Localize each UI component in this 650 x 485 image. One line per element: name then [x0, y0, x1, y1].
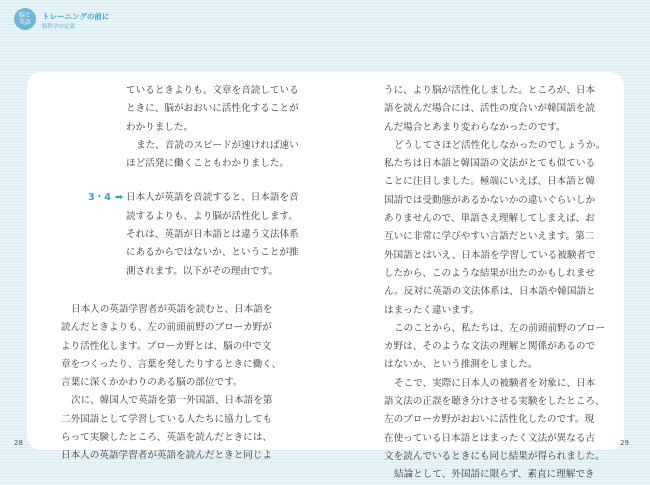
- text-line: 文を読んでいるときにも同じ結果が得られました。: [384, 450, 605, 462]
- text-line: 語文法の正誤を聴き分けさせる実験をしたところ、: [384, 396, 605, 408]
- badge-line-2: 英語: [18, 19, 31, 26]
- text-line: ありませんので、単語さえ理解してしまえば、お: [384, 213, 595, 225]
- text-line: 次に、韓国人で英語を第一外国語、日本語を第: [71, 395, 273, 407]
- right-page-text: [384, 82, 614, 485]
- text-line: らって実験したところ、英語を読んだときには、: [61, 432, 273, 444]
- text-line: 日本人の英語学習者が英語を読んだときと同じよ: [61, 450, 273, 462]
- text-line: ほど活発に働くこともわかりました。: [126, 158, 290, 170]
- text-line: 章をつくったり、言葉を発したりするときに働く、: [61, 358, 282, 370]
- text-line: 在使っている日本語とはまったく文法が異なる古: [384, 432, 596, 444]
- text-line: 結論として、外国語に限らず、素直に理解でき: [394, 469, 595, 481]
- text-line: 互いに非常に学びやすい言語だといえます。第二: [384, 231, 595, 243]
- page-number-right: 29: [620, 439, 629, 447]
- text-line: それは、英語が日本語とは違う文法体系: [126, 229, 299, 241]
- text-line: ことに注目しました。極端にいえば、日本語と韓: [384, 176, 596, 188]
- text-line: 語を読んだ場合には、活性の度合いが韓国語を読: [384, 103, 596, 115]
- arrow-icon: ➡: [115, 192, 124, 204]
- text-line: 左のブローカ野がおおいに活性化したのです。現: [384, 414, 595, 426]
- text-line: はまったく違います。: [384, 304, 480, 316]
- text-line: 私たちは日本語と韓国語の文法がとても似ている: [384, 158, 596, 170]
- text-line: そこで、実際に日本人の被験者を対象に、日本: [394, 377, 596, 389]
- text-line: 測されます。以下がその理由です。: [126, 265, 278, 277]
- chapter-badge-icon: [14, 8, 36, 30]
- text-line: 言葉に深くかかわりのある脳の部位です。: [61, 377, 243, 389]
- text-line: わかりました。: [126, 121, 194, 133]
- badge-line-1: 脳と: [18, 12, 31, 19]
- chapter-subtitle: 脳科学の定義: [42, 24, 76, 30]
- text-line: より活性化します。ブローカ野とは、脳の中で文: [61, 340, 272, 352]
- text-line: 国語では受動態があるかないかの違いぐらいしか: [384, 194, 596, 206]
- text-line: 日本人が英語を音読すると、日本語を音: [126, 192, 299, 204]
- text-line: 読するよりも、より脳が活性化します。: [126, 210, 298, 222]
- numbered-item-line: [61, 189, 321, 207]
- text-line: 二外国語として学習している人たちに協力しても: [61, 413, 273, 425]
- text-line: ているときよりも、文章を音読している: [126, 85, 299, 96]
- left-page-text: [61, 82, 321, 466]
- text-line: 外国語とはいえ、日本語を学習している被験者で: [384, 249, 596, 261]
- text-line: んだ場合とあまり変わらなかったのです。: [384, 121, 566, 133]
- text-line: うに、より脳が活性化しました。ところが、日本: [384, 85, 596, 96]
- text-line: 読んだときよりも、左の前頭前野のブローカ野が: [61, 322, 272, 334]
- text-line: 日本人の英語学習者が英語を読むと、日本語を: [71, 303, 273, 315]
- text-line: したから、このような結果が出たのかもしれませ: [384, 267, 596, 279]
- chapter-title: トレーニングの前に: [42, 12, 110, 21]
- text-line: どうしてさほど活性化しなかったのでしょうか。: [394, 139, 606, 151]
- item-number: 3・4: [88, 192, 111, 204]
- text-line: また、音読のスピードが速ければ速い: [136, 139, 299, 151]
- text-line: ときに、脳がおおいに活性化することが: [126, 103, 299, 115]
- text-line: カ野は、そのような文法の理解と関係があるので: [384, 341, 596, 353]
- text-line: にあるからではないか、ということが推: [126, 247, 299, 259]
- page-number-left: 28: [14, 439, 23, 447]
- text-line: ん。反対に英語の文法体系は、日本語や韓国語と: [384, 286, 596, 298]
- text-line: このことから、私たちは、左の前頭前野のブロー: [394, 322, 606, 334]
- text-line: はないか、という推測をしました。: [384, 359, 538, 371]
